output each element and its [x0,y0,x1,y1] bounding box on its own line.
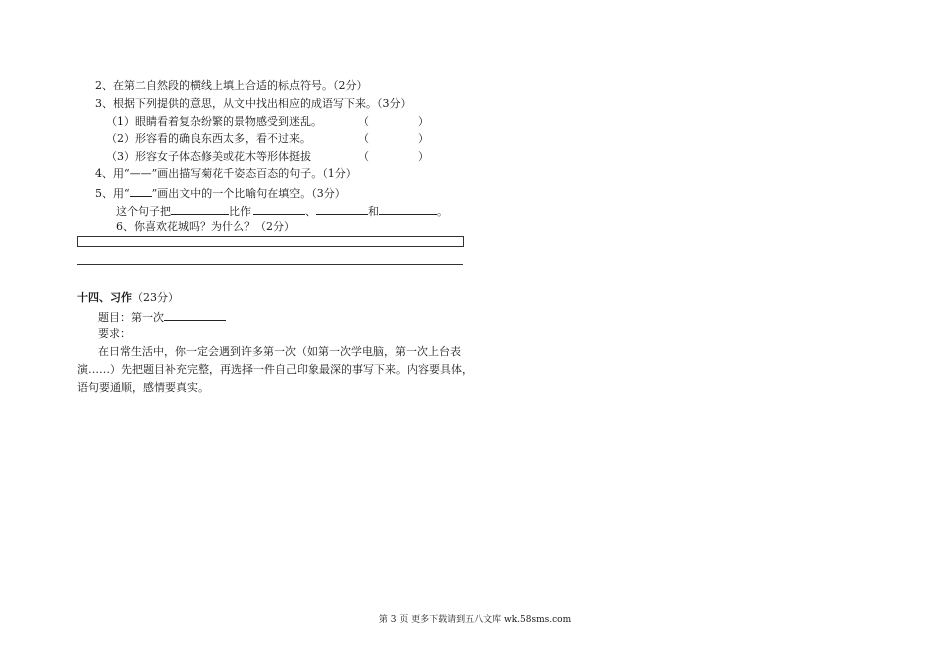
section14-heading-line [77,291,179,305]
essay-title-line [98,309,226,325]
requirements-para-line-2: 演……）先把题目补充完整，再选择一件自己印象最深的事写下来。内容要具体， [77,363,473,376]
essay-title-label: 题目：第一次 [98,311,164,324]
section14-score: （23分） [132,291,179,304]
requirements-para-line-1: 在日常生活中，你一定会遇到许多第一次（如第一次学电脑，第一次上台表 [98,345,461,358]
requirements-label: 要求： [98,327,131,340]
q3-text: 3、根据下列提供的意思，从文中找出相应的成语写下来。（3分） [95,97,412,110]
q2-text: 2、在第二自然段的横线上填上合适的标点符号。（2分） [95,79,368,92]
q5-blank-1[interactable] [171,203,229,215]
requirements-para-line-3: 语句要通顺，感情要真实。 [77,381,209,394]
q4-text: 4、用“——”画出描写菊花千姿态百态的句子。（1分） [95,167,357,180]
q5-blank-4[interactable] [379,203,437,215]
section14-heading: 十四、习作 [77,291,132,304]
q5-blank-3[interactable] [316,203,368,215]
q3-item-1-paren-close: ） [418,115,429,128]
q5-fill-part3: 、 [305,205,316,218]
q3-item-1: （1）眼睛看着复杂纷繁的景物感受到迷乱。 [106,115,322,128]
q5-prefix: 5、用“ [95,187,130,200]
q5-fill-part1: 这个句子把 [116,205,171,218]
q5-fill-part4: 和 [368,205,379,218]
q3-item-2-paren-open: （ [358,132,369,145]
q6-answer-line[interactable] [77,264,463,265]
q6-text: 6、你喜欢花城吗？为什么？（2分） [116,220,295,233]
q5-fill-part5: 。 [437,205,448,218]
q3-item-2-paren-close: ） [418,132,429,145]
q3-item-3-paren-open: （ [358,150,369,163]
q5-suffix: ”画出文中的一个比喻句在填空。（3分） [151,187,346,200]
q3-item-3: （3）形容女子体态修美或花木等形体挺拔 [106,150,311,163]
q3-item-1-paren-open: （ [358,115,369,128]
q6-answer-box[interactable] [77,236,464,247]
q3-item-2: （2）形容看的确良东西太多，看不过来。 [106,132,311,145]
q5-blank-2[interactable] [253,203,305,215]
page-footer: 第 3 页 更多下载请到五八文库 wk.58sms.com [378,615,572,625]
q5-fill-part2: 比作 [229,205,251,218]
q5-text [95,185,346,201]
essay-title-blank[interactable] [164,309,226,321]
q3-item-3-paren-close: ） [418,150,429,163]
q5-fill-sentence [116,203,448,219]
q5-underline-mark [130,185,152,197]
